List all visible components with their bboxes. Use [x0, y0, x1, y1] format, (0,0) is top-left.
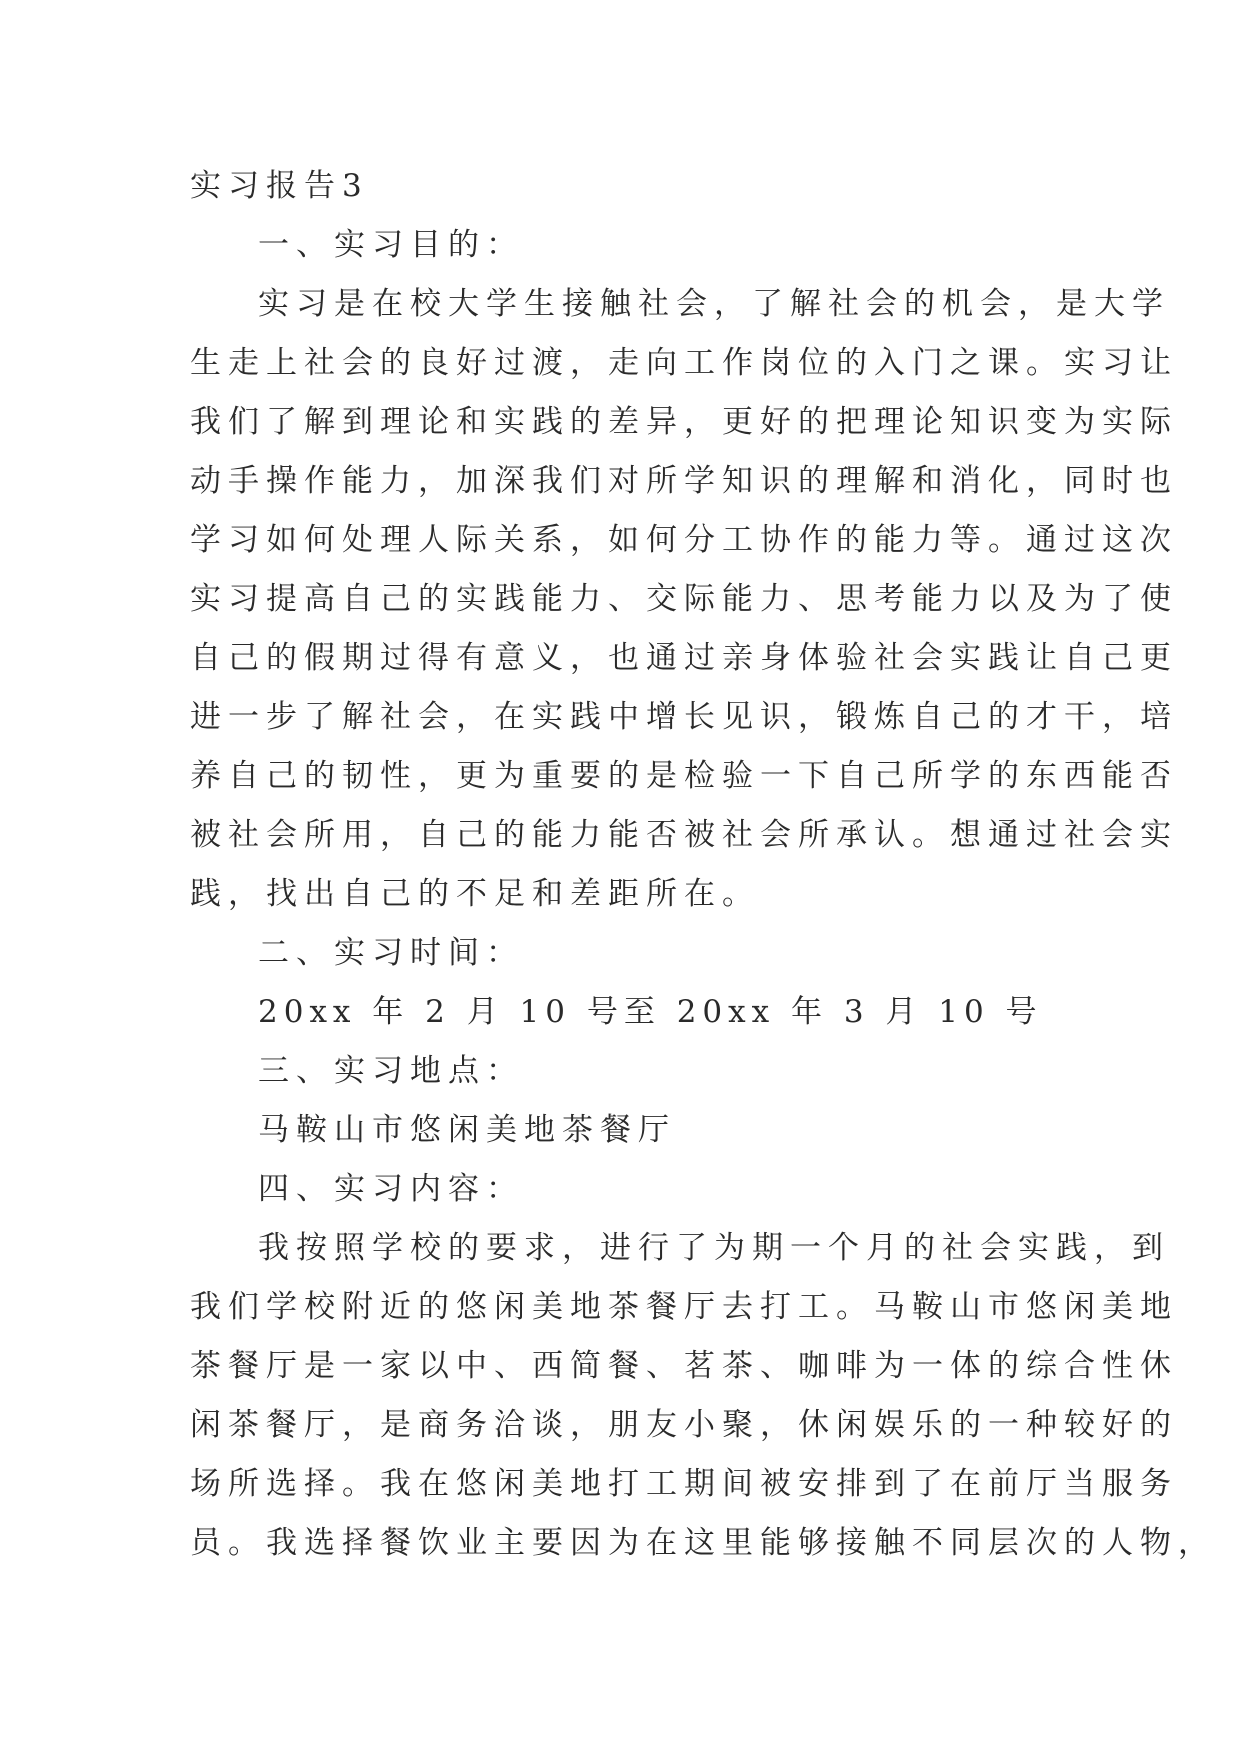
section-heading-location: 三、实习地点： [258, 1053, 524, 1089]
paragraph-line: 被社会所用，自己的能力能否被社会所承认。想通过社会实 [190, 817, 1178, 853]
paragraph-line: 员。我选择餐饮业主要因为在这里能够接触不同层次的人物， [190, 1525, 1216, 1561]
paragraph-line: 自己的假期过得有意义，也通过亲身体验社会实践让自己更 [190, 640, 1178, 676]
section-heading-purpose: 一、实习目的： [258, 227, 524, 263]
paragraph-line: 场所选择。我在悠闲美地打工期间被安排到了在前厅当服务 [190, 1466, 1178, 1502]
paragraph-line: 养自己的韧性，更为重要的是检验一下自己所学的东西能否 [190, 758, 1178, 794]
paragraph-line: 闲茶餐厅，是商务洽谈，朋友小聚，休闲娱乐的一种较好的 [190, 1407, 1178, 1443]
paragraph-line: 我们学校附近的悠闲美地茶餐厅去打工。马鞍山市悠闲美地 [190, 1289, 1178, 1325]
paragraph-line: 实习是在校大学生接触社会，了解社会的机会，是大学 [258, 286, 1170, 322]
document-title: 实习报告3 [190, 168, 369, 204]
paragraph-line: 进一步了解社会，在实践中增长见识，锻炼自己的才干，培 [190, 699, 1178, 735]
document-body [190, 157, 1216, 1573]
internship-dates: 20xx 年 2 月 10 号至 20xx 年 3 月 10 号 [258, 994, 1043, 1030]
paragraph-line: 生走上社会的良好过渡，走向工作岗位的入门之课。实习让 [190, 345, 1178, 381]
section-heading-time: 二、实习时间： [258, 935, 524, 971]
paragraph-line: 动手操作能力，加深我们对所学知识的理解和消化，同时也 [190, 463, 1178, 499]
paragraph-line: 学习如何处理人际关系，如何分工协作的能力等。通过这次 [190, 522, 1178, 558]
paragraph-line: 茶餐厅是一家以中、西简餐、茗茶、咖啡为一体的综合性休 [190, 1348, 1178, 1384]
section-heading-content: 四、实习内容： [258, 1171, 524, 1207]
paragraph-line: 我们了解到理论和实践的差异，更好的把理论知识变为实际 [190, 404, 1178, 440]
paragraph-line: 我按照学校的要求，进行了为期一个月的社会实践，到 [258, 1230, 1170, 1266]
internship-location: 马鞍山市悠闲美地茶餐厅 [258, 1112, 676, 1148]
paragraph-line: 实习提高自己的实践能力、交际能力、思考能力以及为了使 [190, 581, 1178, 617]
paragraph-line: 践，找出自己的不足和差距所在。 [190, 876, 760, 912]
